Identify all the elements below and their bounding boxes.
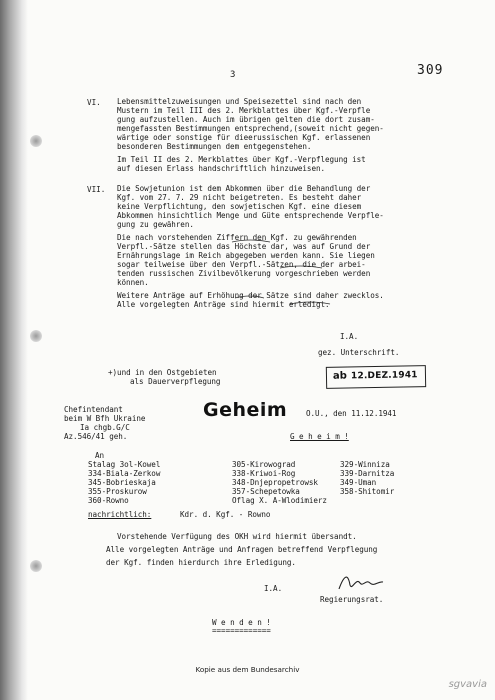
archive-note: Kopie aus dem Bundesarchiv [195, 665, 300, 674]
footnote-line: als Dauerverpflegung [130, 377, 221, 386]
section-vii-line: Verpfl.-Sätze stellen das Höchste dar, was auf Grund der [117, 242, 371, 251]
section-vi-line: besonderen Bestimmungen dem entgegenstehen. [117, 142, 312, 151]
received-date-stamp [326, 365, 426, 389]
recipient-item: Stalag 3ol-Kowel [88, 460, 161, 469]
recipient-item: 349-Uman [340, 478, 377, 487]
recipient-item: 338-Kriwoi-Rog [232, 469, 296, 478]
page-number: 3 [230, 70, 236, 80]
geheim-stamp: Geheim [203, 399, 288, 421]
second-signature-ia: I.A. [264, 584, 283, 593]
recipient-item: 305-Kirowograd [232, 460, 296, 469]
section-vii-line: tenden russischen Zivilbevölkerung vorgeschrieben werden [117, 269, 371, 278]
section-vi-line: Mustern im Teil III des 2. Merkblattes über Kgf.-Verpfle [117, 106, 371, 115]
stamp-date: 12.DEZ.1941 [350, 370, 418, 382]
punch-hole [30, 330, 42, 342]
section-vi-line: Lebensmittelzuweisungen und Speisezettel sind nach den [117, 97, 362, 106]
section-vii-line: Kgf. vom 27. 7. 29 nicht beigetreten. Es besteht daher [117, 193, 362, 202]
cc-label: nachrichtlich: [88, 510, 152, 519]
sender-line: Ia chgb.G/C [80, 423, 130, 432]
transmittal-line: Vorstehende Verfügung des OKH wird hiermit übersandt. [117, 532, 357, 541]
recipient-item: 357-Schepetowka [232, 487, 300, 496]
transmittal-line: Alle vorgelegten Anträge und Anfragen betreffend Verpflegung [106, 545, 378, 554]
section-vi-line: Im Teil II des 2. Merkblattes über Kgf.-Verpflegung ist [117, 155, 366, 164]
section-vii-line: Alle vorgelegten Anträge sind hiermit erledigt. [117, 300, 330, 309]
section-vi-line: auf diesen Erlass handschriftlich hinzuweisen. [117, 164, 326, 173]
transmittal-line: der Kgf. finden hierdurch ihre Erledigung. [106, 558, 296, 567]
turn-over-note: W e n d e n ! [212, 618, 271, 627]
section-vii-line: keine Verpflichtung, den sowjetischen Kgf. eine diesem [117, 202, 362, 211]
section-vi-line: gung aufzustellen. Auch im übrigen gelten die dort zusam- [117, 115, 375, 124]
section-vi-line: mengefassten Bestimmungen entsprechend,(soweit nicht gegen- [117, 124, 384, 133]
folio-number: 309 [417, 63, 444, 78]
classification-line: G e h e i m ! [290, 432, 349, 441]
recipient-item: 339-Darnitza [340, 469, 395, 478]
sender-line: Az.546/41 geh. [64, 432, 128, 441]
stamp-prefix: ab [332, 370, 347, 382]
section-vi-numeral: VI. [87, 98, 101, 107]
punch-hole [30, 560, 42, 572]
recipient-item: 345-Bobrieskaja [88, 478, 156, 487]
recipient-item: 360-Rowno [88, 496, 129, 505]
section-vii-line: Die nach vorstehenden Ziffern den Kgf. zu gewährenden [117, 233, 357, 242]
recipients-to-label: An [95, 451, 105, 460]
section-vii-line: gung zu gewähren. [117, 220, 194, 229]
watermark: sgvavia [448, 679, 487, 690]
section-vii-line: Weitere Anträge auf Erhöhung der Sätze sind daher zwecklos. [117, 291, 384, 300]
section-vii-line: können. [117, 278, 149, 287]
second-signature-title: Regierungsrat. [320, 595, 384, 604]
sender-line: beim W Bfh Ukraine [64, 414, 146, 423]
closing-ia: I.A. [340, 332, 359, 341]
recipient-item: 348-Dnjepropetrowsk [232, 478, 318, 487]
section-vii-line: Abkommen hinsichtlich Menge und Güte entsprechende Verpfle- [117, 211, 384, 220]
turn-over-rule: ============= [212, 626, 271, 635]
handwritten-signature [336, 571, 386, 595]
handwritten-underline-marks [230, 228, 340, 318]
section-vii-line: Ernährungslage im Reich abgegeben werden kann. Sie liegen [117, 251, 375, 260]
recipient-item: Oflag X. A-Wlodimierz [232, 496, 327, 505]
section-vii-numeral: VII. [87, 185, 106, 194]
recipient-item: 329-Winniza [340, 460, 390, 469]
section-vii-line: sogar teilweise über den Verpfl.-Sätzen, die der arbei- [117, 260, 366, 269]
sender-line: Chefintendant [64, 405, 123, 414]
section-vi-line: wärtige oder sonstige für dieerussischen Kgf. erlassenen [117, 133, 371, 142]
cc-value: Kdr. d. Kgf. - Rowno [180, 510, 271, 519]
place-date: O.U., den 11.12.1941 [306, 409, 397, 418]
recipient-item: 334-Biala-Zerkow [88, 469, 161, 478]
punch-hole [30, 135, 42, 147]
recipient-item: 358-Shitomir [340, 487, 395, 496]
footnote-line: +)und in den Ostgebieten [108, 368, 217, 377]
closing-signature: gez. Unterschrift. [318, 348, 400, 357]
section-vii-line: Die Sowjetunion ist dem Abkommen über die Behandlung der [117, 184, 371, 193]
scan-edge-shadow [0, 0, 28, 700]
recipient-item: 355-Proskurow [88, 487, 147, 496]
